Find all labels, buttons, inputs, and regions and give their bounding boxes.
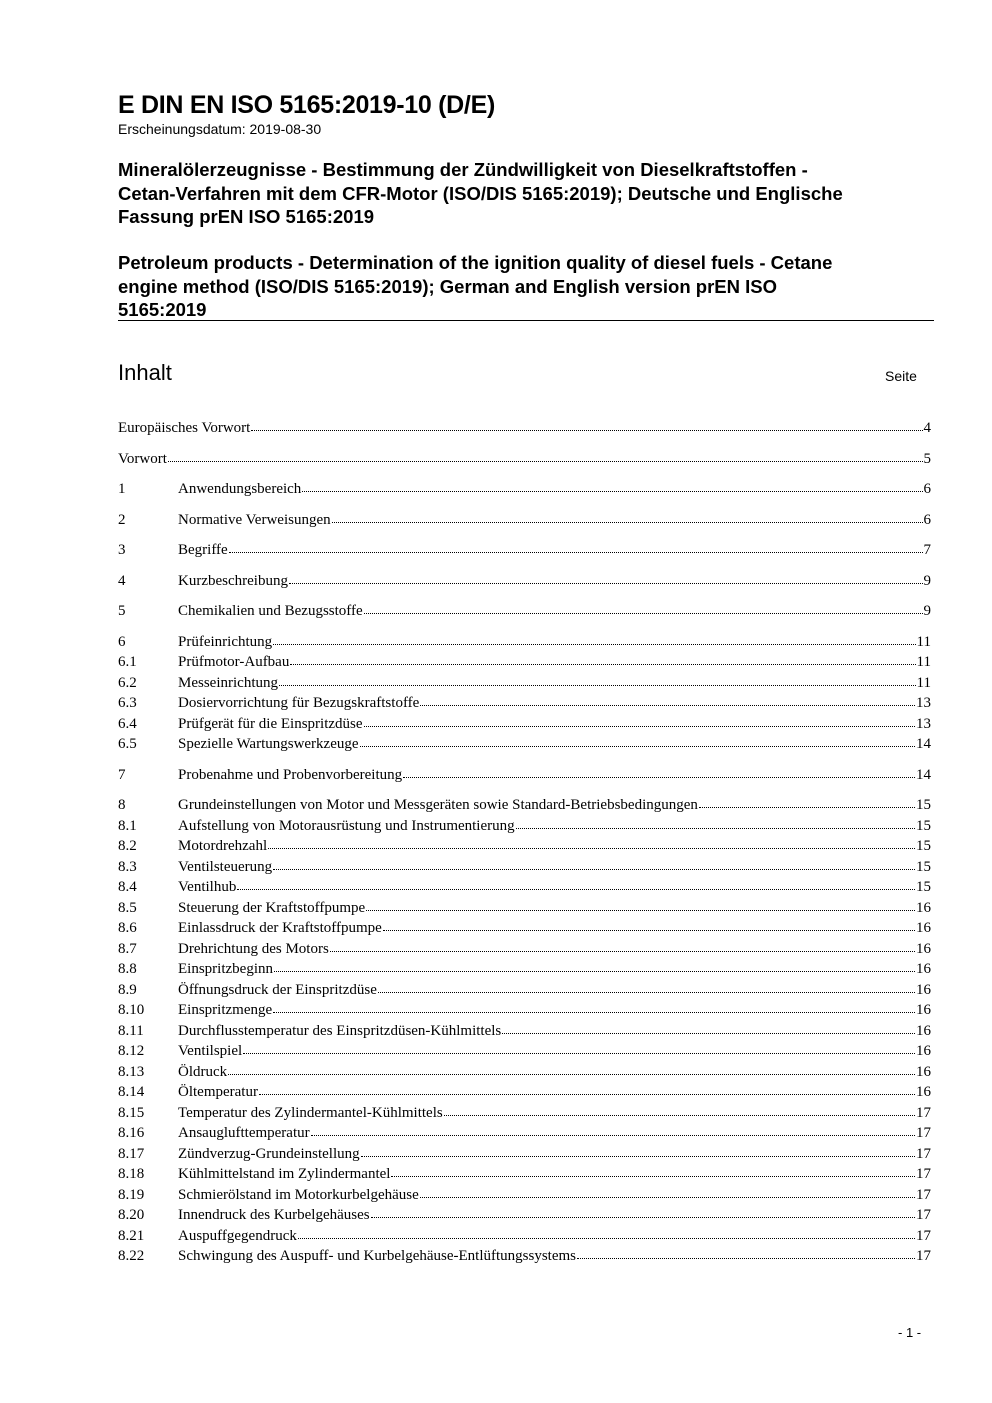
toc-entry-leader: [699, 803, 915, 808]
title-english-line: engine method (ISO/DIS 5165:2019); German and English version prEN ISO: [118, 275, 777, 297]
toc-entry[interactable]: [118, 1041, 931, 1062]
toc-entry-number: 6: [118, 633, 126, 650]
toc-entry-number: 8.3: [118, 858, 137, 875]
toc-entry-title: Einspritzbeginn: [178, 961, 273, 977]
toc-entry-number: 8.17: [118, 1145, 145, 1162]
toc-entry-leader: [364, 609, 923, 614]
toc-entry-number: 8.19: [118, 1186, 145, 1203]
toc-entry-leader: [237, 885, 915, 890]
toc-entry[interactable]: [118, 1021, 931, 1042]
toc-entry-page: 6: [923, 481, 931, 497]
toc-entry[interactable]: [118, 898, 931, 919]
toc-entry-title: Dosiervorrichtung für Bezugskraftstoffe: [178, 695, 420, 711]
toc-entry-title: Zündverzug-Grundeinstellung: [178, 1145, 360, 1162]
table-of-contents: [118, 418, 931, 1267]
toc-entry-page: 15: [916, 838, 931, 854]
toc-entry-title: Anwendungsbereich: [178, 481, 302, 497]
toc-entry-leader: [273, 865, 915, 870]
toc-entry-page: 16: [916, 1043, 931, 1059]
toc-entry-title: Chemikalien und Bezugsstoffe: [178, 603, 363, 619]
toc-entry-title: Aufstellung von Motorausrüstung und Instrumentierung: [178, 817, 515, 834]
toc-entry-number: 7: [118, 766, 126, 783]
toc-entry-title: Prüfmotor-Aufbau: [178, 654, 290, 670]
toc-entry[interactable]: [118, 479, 931, 500]
toc-entry-leader: [274, 967, 915, 972]
toc-entry-page: 11: [916, 674, 931, 691]
toc-entry[interactable]: [118, 449, 931, 470]
toc-entry-page: 16: [916, 981, 931, 998]
toc-entry-title: Einlassdruck der Kraftstoffpumpe: [178, 920, 382, 936]
toc-entry-page: 17: [916, 1104, 931, 1121]
toc-entry-title: Öldruck: [178, 1063, 228, 1080]
toc-entry[interactable]: [118, 816, 931, 837]
toc-entry-title: Innendruck des Kurbelgehäuses: [178, 1207, 370, 1223]
toc-entry-number: 6.2: [118, 674, 137, 691]
toc-entry-page: 5: [923, 450, 931, 467]
toc-entry[interactable]: [118, 1226, 931, 1247]
toc-entry[interactable]: [118, 836, 931, 857]
toc-entry-number: 8.21: [118, 1227, 145, 1244]
toc-entry[interactable]: [118, 1246, 931, 1267]
toc-entry-number: 8.20: [118, 1207, 145, 1223]
toc-entry-page: 16: [916, 1063, 931, 1080]
toc-entry-page: 13: [916, 715, 931, 732]
toc-entry-title: Schmierölstand im Motorkurbelgehäuse: [178, 1186, 419, 1203]
toc-entry-number: 8.18: [118, 1166, 145, 1182]
toc-entry[interactable]: [118, 1062, 931, 1083]
toc-entry-page: 15: [916, 817, 931, 834]
toc-entry-leader: [290, 660, 915, 665]
toc-entry-leader: [502, 1029, 915, 1034]
toc-entry-page: 9: [923, 603, 931, 619]
toc-entry-leader: [391, 1172, 915, 1177]
toc-entry-title: Öltemperatur: [178, 1084, 258, 1100]
toc-entry-title: Spezielle Wartungswerkzeuge: [178, 736, 359, 752]
toc-entry-page: 4: [923, 420, 931, 436]
toc-entry-number: 8.15: [118, 1104, 145, 1121]
toc-entry[interactable]: [118, 765, 931, 786]
toc-entry-page: 17: [916, 1248, 931, 1264]
toc-entry-leader: [298, 1234, 915, 1239]
toc-entry[interactable]: [118, 980, 931, 1001]
toc-entry-number: 8.8: [118, 961, 137, 977]
toc-entry-page: 17: [916, 1145, 931, 1162]
toc-entry-page: 14: [916, 736, 931, 752]
toc-entry-page: 15: [916, 879, 931, 895]
toc-entry-number: 8.22: [118, 1248, 145, 1264]
toc-entry-title: Ventilhub: [178, 879, 237, 895]
toc-entry[interactable]: [118, 571, 931, 592]
toc-entry-number: 4: [118, 572, 126, 589]
toc-entry-leader: [516, 824, 915, 829]
toc-entry-number: 8.5: [118, 899, 137, 916]
toc-entry-number: 8.11: [118, 1022, 144, 1039]
toc-entry-number: 3: [118, 542, 126, 558]
toc-entry[interactable]: [118, 1144, 931, 1165]
title-english-line: Petroleum products - Determination of the ignition quality of diesel fuels - Cetane: [118, 252, 833, 273]
toc-entry-title: Begriffe: [178, 542, 228, 558]
toc-entry-title: Drehrichtung des Motors: [178, 940, 329, 957]
title-german: [118, 158, 938, 229]
toc-entry[interactable]: [118, 1082, 931, 1103]
title-german-line: Cetan-Verfahren mit dem CFR-Motor (ISO/DIS 5165:2019); Deutsche und Englische: [118, 182, 843, 204]
toc-entry-title: Einspritzmenge: [178, 1002, 273, 1018]
toc-entry-leader: [366, 906, 915, 911]
toc-entry-title: Prüfeinrichtung: [178, 633, 273, 650]
toc-entry-number: 8.7: [118, 940, 137, 957]
toc-entry[interactable]: [118, 510, 931, 531]
toc-entry-number: 8.12: [118, 1043, 145, 1059]
toc-entry[interactable]: [118, 734, 931, 755]
toc-entry-title: Probenahme und Probenvorbereitung: [178, 766, 403, 783]
toc-entry-number: 8.16: [118, 1125, 145, 1141]
document-id: E DIN EN ISO 5165:2019-10 (D/E): [118, 91, 495, 119]
toc-entry-leader: [168, 457, 923, 462]
toc-entry-title: Temperatur des Zylindermantel-Kühlmittels: [178, 1104, 443, 1121]
toc-entry-title: Motordrehzahl: [178, 838, 268, 854]
toc-entry-title: Ventilsteuerung: [178, 858, 273, 875]
title-english: [118, 251, 938, 322]
toc-entry-leader: [228, 1070, 915, 1075]
toc-entry-page: 16: [916, 1084, 931, 1100]
toc-entry-leader: [311, 1131, 915, 1136]
page-number: - 1 -: [898, 1325, 922, 1340]
toc-entry-page: 7: [923, 542, 931, 558]
toc-entry-page: 11: [916, 654, 931, 670]
toc-entry-leader: [364, 722, 915, 727]
toc-entry[interactable]: [118, 1103, 931, 1124]
toc-entry-number: 8.2: [118, 838, 137, 854]
toc-entry-leader: [259, 1090, 915, 1095]
toc-entry-leader: [360, 742, 915, 747]
toc-entry-page: 11: [916, 633, 931, 650]
toc-entry[interactable]: [118, 1205, 931, 1226]
toc-entry-page: 6: [923, 511, 931, 528]
toc-entry-leader: [289, 579, 923, 584]
toc-entry-number: 8.6: [118, 920, 137, 936]
toc-entry-leader: [371, 1213, 915, 1218]
title-german-line: Mineralölerzeugnisse - Bestimmung der Zündwilligkeit von Dieselkraftstoffen -: [118, 159, 808, 180]
toc-entry[interactable]: [118, 1185, 931, 1206]
toc-entry-leader: [302, 487, 922, 492]
toc-entry-title: Grundeinstellungen von Motor und Messgeräten sowie Standard-Betriebsbedingungen: [178, 797, 698, 813]
toc-entry-title: Europäisches Vorwort: [118, 420, 251, 436]
toc-entry-title: Prüfgerät für die Einspritzdüse: [178, 715, 363, 732]
toc-entry-title: Kurzbeschreibung: [178, 572, 288, 589]
toc-entry[interactable]: [118, 1000, 931, 1021]
toc-entry-number: 8.9: [118, 981, 137, 998]
toc-entry-title: Durchflusstemperatur des Einspritzdüsen-Kühlmittels: [178, 1022, 502, 1039]
toc-entry[interactable]: [118, 673, 931, 694]
toc-entry-page: 14: [916, 766, 931, 783]
toc-entry-leader: [420, 701, 915, 706]
toc-entry-page: 13: [916, 695, 931, 711]
toc-page-column-label: Seite: [885, 368, 917, 384]
toc-entry-page: 15: [916, 797, 931, 813]
toc-entry-page: 17: [916, 1207, 931, 1223]
title-english-line: 5165:2019: [118, 299, 207, 320]
toc-entry[interactable]: [118, 918, 931, 939]
toc-entry-page: 16: [916, 940, 931, 957]
toc-entry[interactable]: [118, 795, 931, 816]
toc-entry[interactable]: [118, 1123, 931, 1144]
toc-entry-title: Öffnungsdruck der Einspritzdüse: [178, 981, 377, 998]
toc-entry-page: 16: [916, 920, 931, 936]
toc-entry-leader: [229, 548, 923, 553]
toc-entry-number: 6.1: [118, 654, 137, 670]
toc-entry-number: 8.13: [118, 1063, 145, 1080]
toc-entry-number: 8.4: [118, 879, 137, 895]
toc-entry-leader: [330, 947, 915, 952]
toc-entry-page: 17: [916, 1125, 931, 1141]
toc-entry-leader: [378, 988, 915, 993]
toc-entry-number: 5: [118, 603, 126, 619]
toc-entry-number: 6.5: [118, 736, 137, 752]
toc-entry-leader: [444, 1111, 915, 1116]
toc-entry-number: 6.4: [118, 715, 137, 732]
toc-entry-page: 16: [916, 1002, 931, 1018]
toc-entry-page: 16: [916, 899, 931, 916]
toc-entry-leader: [332, 518, 923, 523]
toc-entry[interactable]: [118, 540, 931, 561]
toc-entry-leader: [383, 926, 915, 931]
toc-entry[interactable]: [118, 601, 931, 622]
toc-entry[interactable]: [118, 877, 931, 898]
toc-entry-page: 16: [916, 1022, 931, 1039]
toc-entry-page: 15: [916, 858, 931, 875]
toc-entry[interactable]: [118, 632, 931, 653]
toc-entry[interactable]: [118, 939, 931, 960]
toc-entry-title: Schwingung des Auspuff- und Kurbelgehäuse-Entlüftungssystems: [178, 1248, 577, 1264]
toc-entry-leader: [420, 1193, 915, 1198]
publication-date: Erscheinungsdatum: 2019-08-30: [118, 121, 322, 137]
toc-entry-number: 8.14: [118, 1084, 145, 1100]
toc-entry-title: Normative Verweisungen: [178, 511, 331, 528]
toc-entry-number: 6.3: [118, 695, 137, 711]
toc-entry-title: Vorwort: [118, 450, 167, 467]
toc-entry-number: 8.10: [118, 1002, 145, 1018]
toc-entry[interactable]: [118, 652, 931, 673]
toc-heading: Inhalt: [118, 360, 172, 385]
toc-entry-leader: [273, 1008, 915, 1013]
toc-entry-title: Ansauglufttemperatur: [178, 1125, 310, 1141]
title-german-line: Fassung prEN ISO 5165:2019: [118, 206, 375, 227]
toc-entry-title: Auspuffgegendruck: [178, 1227, 297, 1244]
toc-entry-leader: [273, 640, 915, 645]
toc-entry[interactable]: [118, 1164, 931, 1185]
toc-entry-leader: [243, 1049, 915, 1054]
toc-entry-page: 17: [916, 1186, 931, 1203]
title-divider: [118, 320, 934, 321]
toc-entry-leader: [279, 681, 916, 686]
toc-entry-number: 8: [118, 797, 126, 813]
toc-entry[interactable]: [118, 418, 931, 439]
toc-entry-leader: [577, 1254, 915, 1259]
toc-entry-page: 17: [916, 1166, 931, 1182]
toc-entry-number: 2: [118, 511, 126, 528]
toc-entry[interactable]: [118, 693, 931, 714]
toc-entry-title: Steuerung der Kraftstoffpumpe: [178, 899, 366, 916]
toc-entry-page: 17: [916, 1227, 931, 1244]
toc-entry-page: 9: [923, 572, 931, 589]
toc-entry-title: Messeinrichtung: [178, 674, 278, 691]
toc-entry-title: Ventilspiel: [178, 1043, 243, 1059]
toc-entry-leader: [403, 773, 915, 778]
toc-entry[interactable]: [118, 959, 931, 980]
toc-entry-leader: [268, 844, 915, 849]
toc-entry-number: 8.1: [118, 817, 137, 834]
toc-entry[interactable]: [118, 714, 931, 735]
toc-entry-page: 16: [916, 961, 931, 977]
toc-entry-leader: [361, 1152, 915, 1157]
toc-entry-title: Kühlmittelstand im Zylindermantel: [178, 1166, 391, 1182]
toc-entry-leader: [251, 426, 922, 431]
toc-entry-number: 1: [118, 481, 126, 497]
toc-entry[interactable]: [118, 857, 931, 878]
